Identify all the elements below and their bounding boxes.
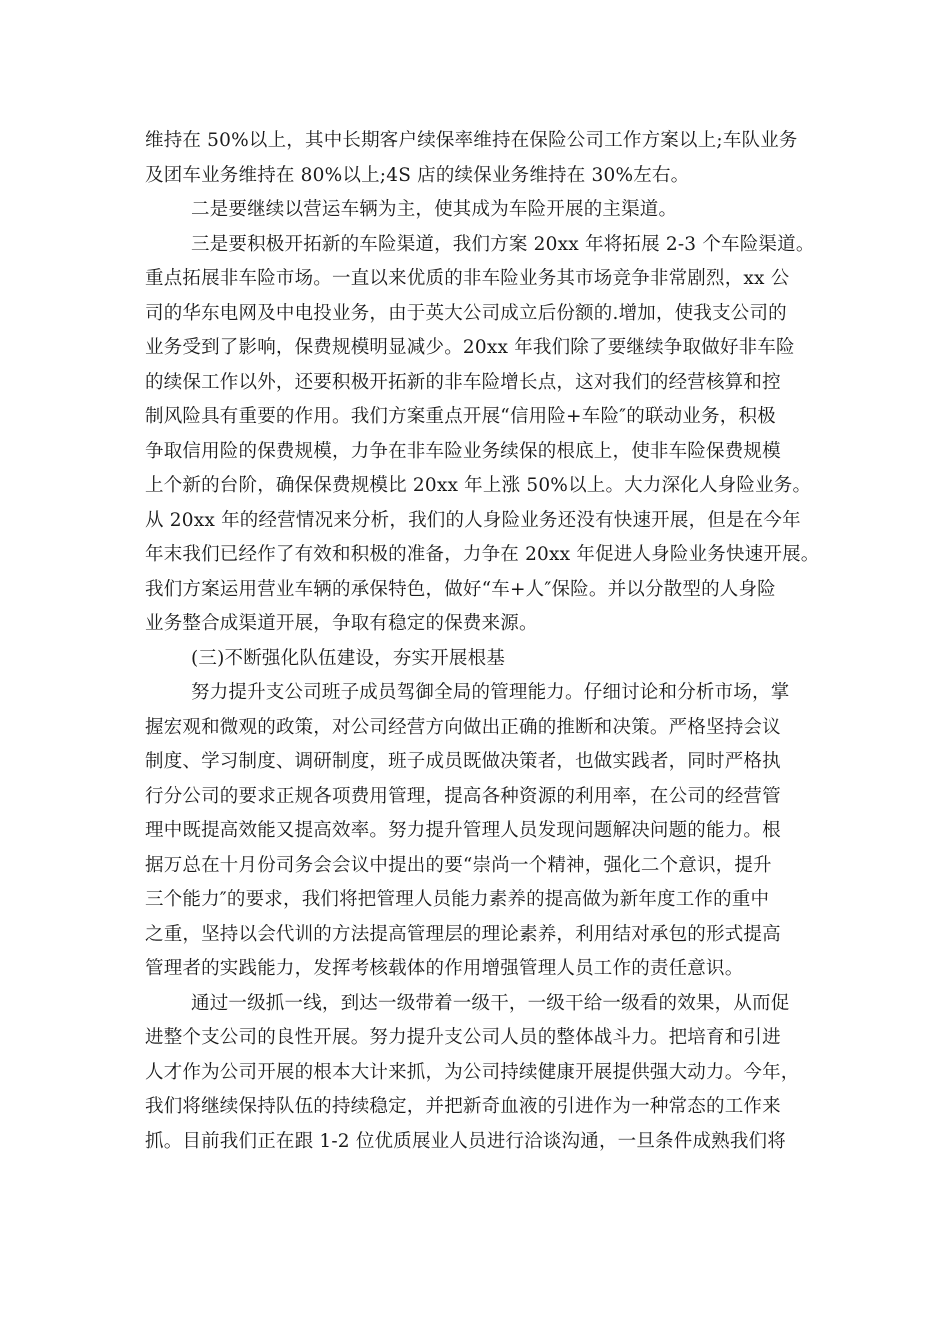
text-line: (三)不断强化队伍建设，夯实开展根基 — [191, 647, 506, 669]
text-line: 司的华东电网及中电投业务，由于英大公司成立后份额的.增加，使我支公司的 — [145, 302, 787, 324]
document-body — [145, 124, 820, 1159]
text-line: 我们方案运用营业车辆的承保特色，做好“车+人″保险。并以分散型的人身险 — [145, 578, 776, 600]
text-line: 及团车业务维持在 80%以上;4S 店的续保业务维持在 30%左右。 — [145, 164, 690, 186]
text-line: 进整个支公司的良性开展。努力提升支公司人员的整体战斗力。把培育和引进 — [145, 1027, 781, 1048]
text-line: 理中既提高效能又提高效率。努力提升管理人员发现问题解决问题的能力。根 — [145, 820, 781, 841]
text-line: 年末我们已经作了有效和积极的准备，力争在 20xx 年促进人身险业务快速开展。 — [145, 544, 820, 565]
text-line: 业务整合成渠道开展，争取有稳定的保费来源。 — [145, 613, 538, 634]
text-line: 努力提升支公司班子成员驾御全局的管理能力。仔细讨论和分析市场，掌 — [191, 682, 790, 703]
text-line: 据万总在十月份司务会会议中提出的要“崇尚一个精神，强化二个意识，提升 — [145, 854, 772, 876]
text-line: 争取信用险的保费规模，力争在非车险业务续保的根底上，使非车险保费规模 — [145, 440, 781, 462]
text-line: 二是要继续以营运车辆为主，使其成为车险开展的主渠道。 — [191, 199, 678, 220]
text-line: 三是要积极开拓新的车险渠道，我们方案 20xx 年将拓展 2-3 个车险渠道。 — [191, 233, 815, 255]
text-line: 行分公司的要求正规各项费用管理，提高各种资源的利用率，在公司的经营管 — [145, 785, 781, 807]
text-line: 从 20xx 年的经营情况来分析，我们的人身险业务还没有快速开展，但是在今年 — [145, 509, 801, 531]
text-line: 管理者的实践能力，发挥考核载体的作用增强管理人员工作的责任意识。 — [145, 958, 744, 979]
text-line: 的续保工作以外，还要积极开拓新的非车险增长点，这对我们的经营核算和控 — [145, 371, 781, 393]
text-line: 抓。目前我们正在跟 1-2 位优质展业人员进行洽谈沟通，一旦条件成熟我们将 — [145, 1130, 786, 1152]
text-line: 制度、学习制度、调研制度，班子成员既做决策者，也做实践者，同时严格执 — [145, 751, 781, 772]
text-line: 上个新的台阶，确保保费规模比 20xx 年上涨 50%以上。大力深化人身险业务。 — [145, 475, 812, 496]
text-line: 制风险具有重要的作用。我们方案重点开展“信用险+车险″的联动业务，积极 — [145, 406, 776, 427]
text-line: 业务受到了影响，保费规模明显减少。20xx 年我们除了要继续争取做好非车险 — [145, 337, 795, 358]
text-line: 人才作为公司开展的根本大计来抓，为公司持续健康开展提供强大动力。今年， — [145, 1061, 800, 1083]
text-line: 维持在 50%以上，其中长期客户续保率维持在保险公司工作方案以上;车队业务 — [145, 130, 798, 151]
text-line: 之重，坚持以会代训的方法提高管理层的理论素养，利用结对承包的形式提高 — [145, 923, 781, 945]
text-line: 我们将继续保持队伍的持续稳定，并把新奇血液的引进作为一种常态的工作来 — [145, 1096, 781, 1117]
text-line: 通过一级抓一线，到达一级带着一级干，一级干给一级看的效果，从而促 — [191, 992, 790, 1014]
text-line: 重点拓展非车险市场。一直以来优质的非车险业务其市场竞争非常剧烈，xx 公 — [145, 268, 790, 289]
text-line: 握宏观和微观的政策，对公司经营方向做出正确的推断和决策。严格坚持会议 — [145, 716, 781, 738]
text-line: 三个能力″的要求，我们将把管理人员能力素养的提高做为新年度工作的重中 — [145, 889, 770, 910]
